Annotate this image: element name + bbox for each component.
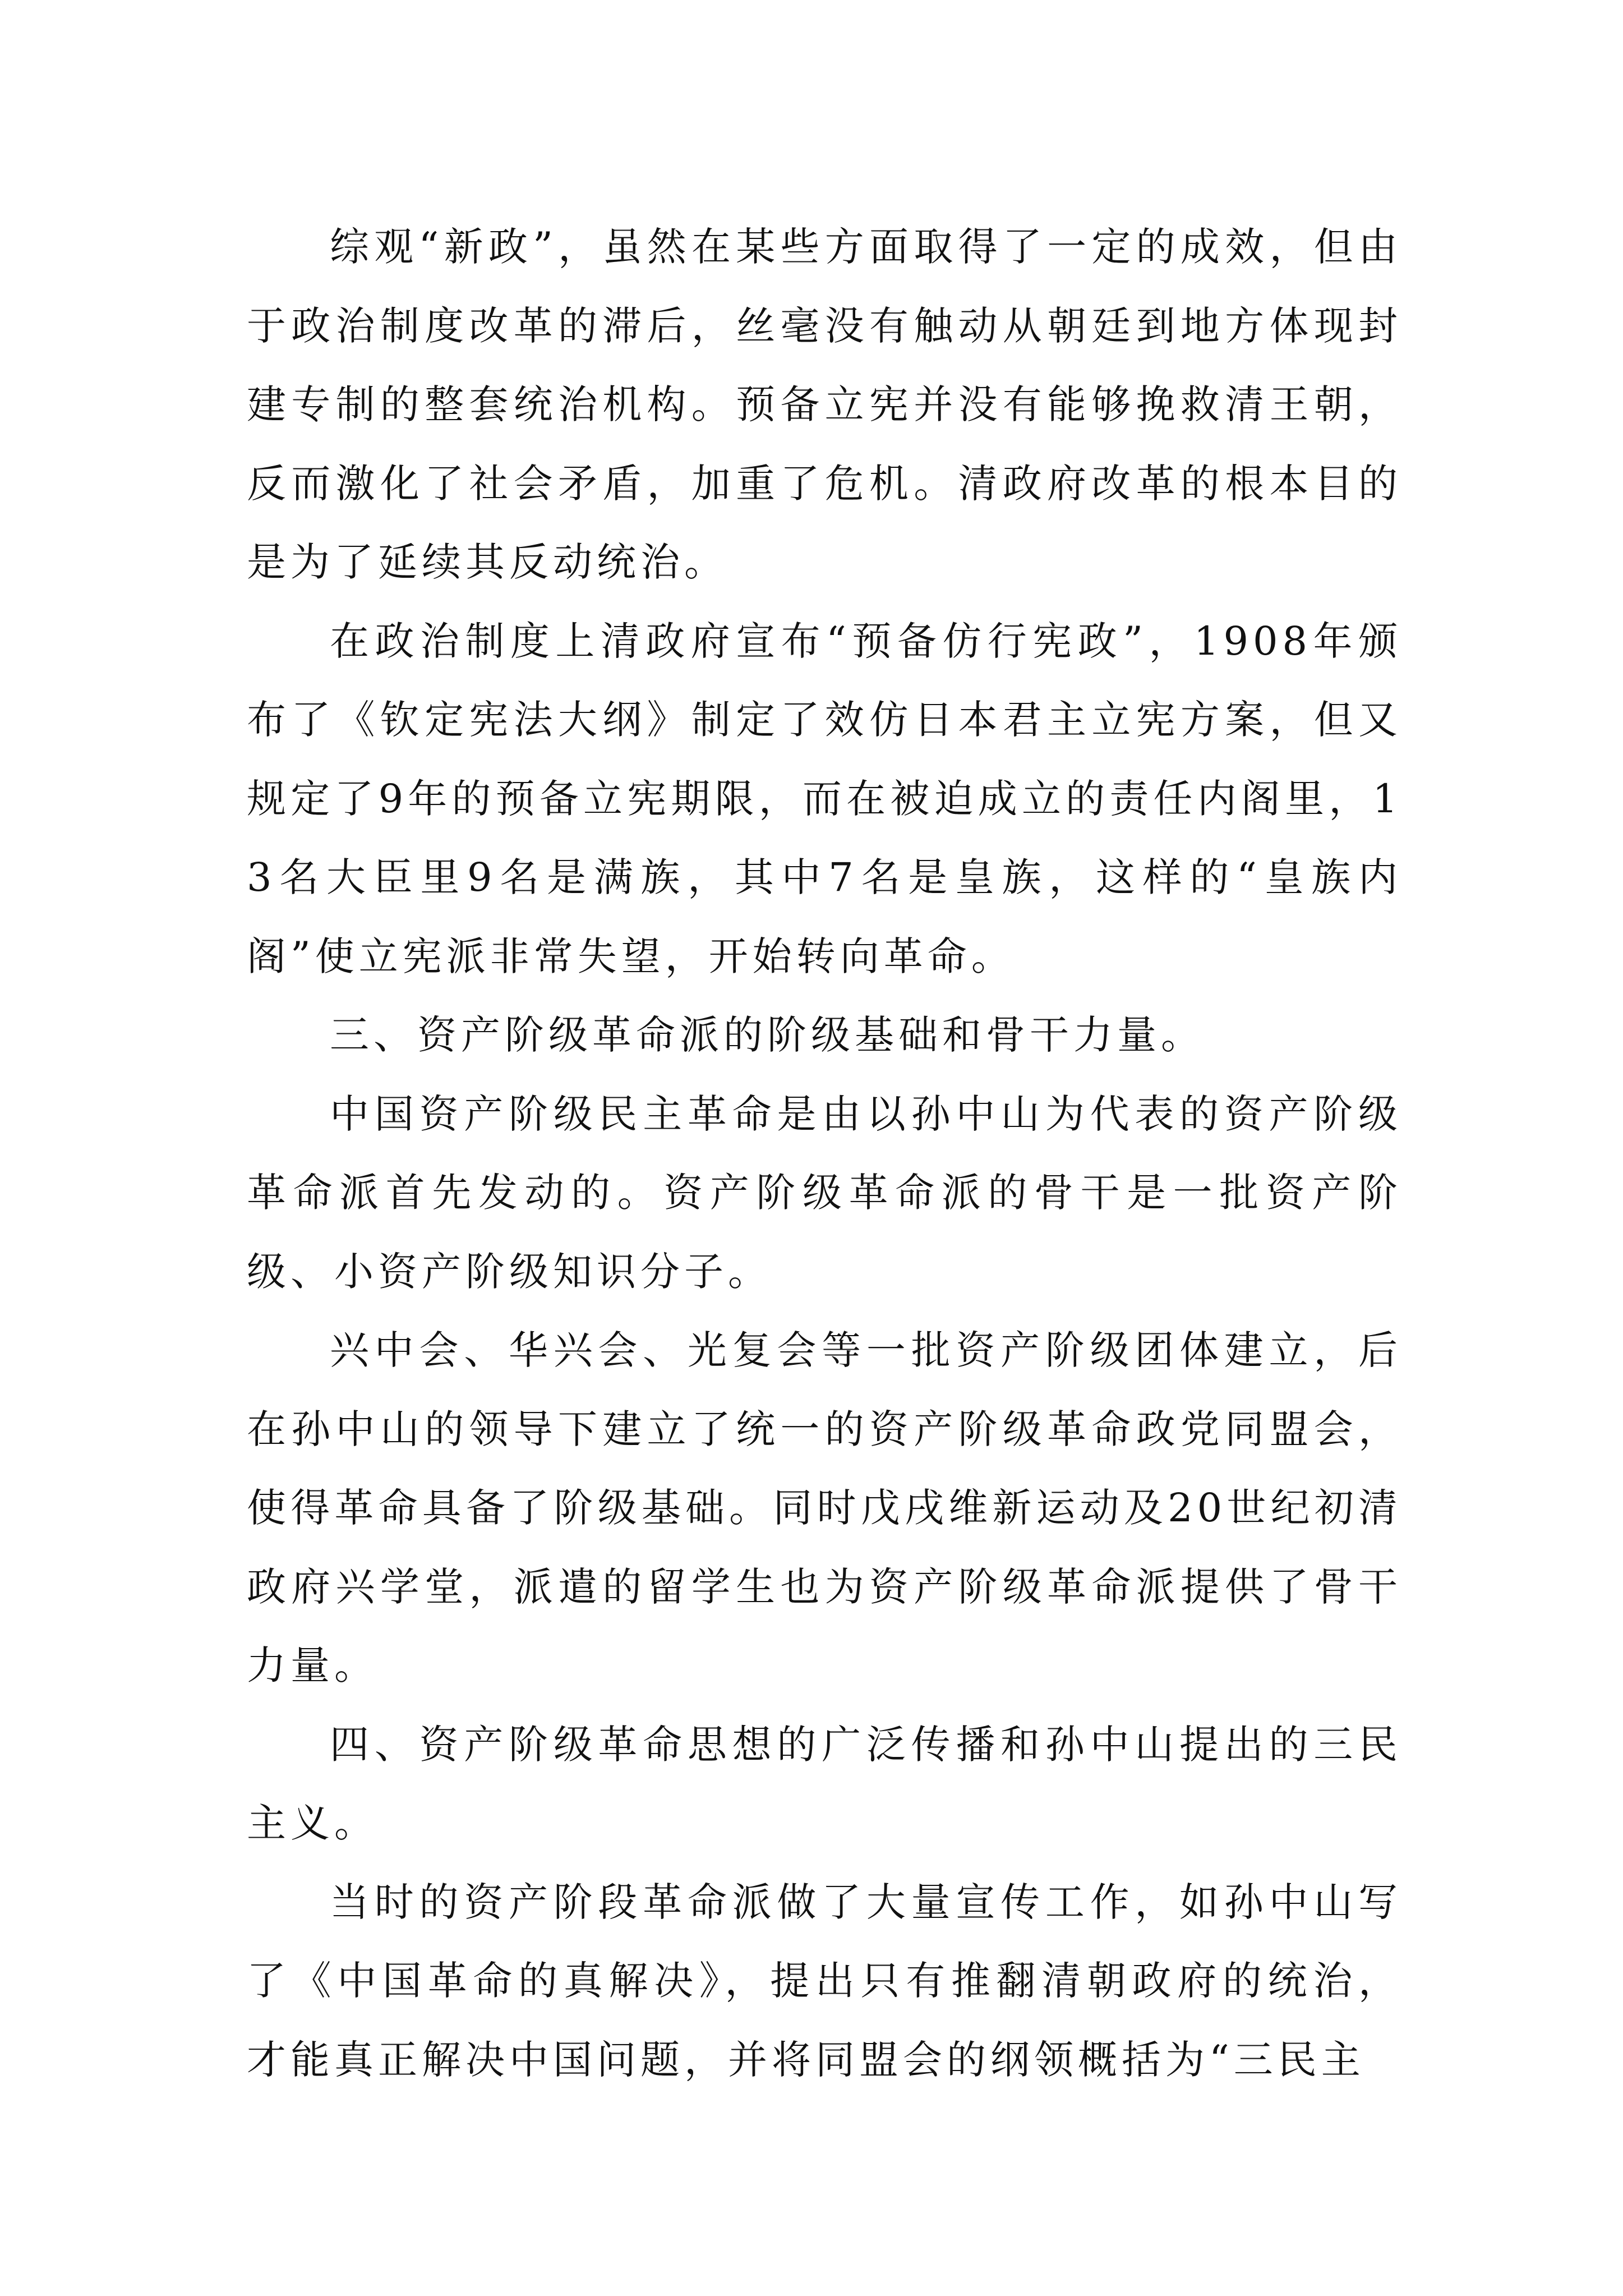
paragraph-new-policy-summary: 综观“新政”，虽然在某些方面取得了一定的成效，但由于政治制度改革的滞后，丝毫没有触动从朝廷到地方体现封建专制的整套统治机构。预备立宪并没有能够挽救清王朝，反而激化了社会矛盾，加重了危机。清政府改革的根本目的是为了延续其反动统治。 bbox=[247, 224, 1402, 585]
section-heading-4: 四、资产阶级革命思想的广泛传播和孙中山提出的三民主义。 bbox=[247, 1721, 1402, 1846]
paragraph-propaganda-work: 当时的资产阶段革命派做了大量宣传工作，如孙中山写了《中国革命的真解决》，提出只有推翻清朝政府的统治，才能真正解决中国问题，并将同盟会的纲领概括为“三民主 bbox=[247, 1879, 1402, 2083]
paragraph-revolutionary-faction: 中国资产阶级民主革命是由以孙中山为代表的资产阶级革命派首先发动的。资产阶级革命派的骨干是一批资产阶级、小资产阶级知识分子。 bbox=[247, 1091, 1402, 1295]
document-body bbox=[247, 208, 1402, 2099]
section-heading-3: 三、资产阶级革命派的阶级基础和骨干力量。 bbox=[330, 1012, 1205, 1058]
paragraph-revolutionary-groups: 兴中会、华兴会、光复会等一批资产阶级团体建立，后在孙中山的领导下建立了统一的资产阶级革命政党同盟会，使得革命具备了阶级基础。同时戊戌维新运动及20世纪初清政府兴学堂，派遣的留学生也为资产阶级革命派提供了骨干力量。 bbox=[247, 1327, 1402, 1688]
paragraph-constitutional-preparation: 在政治制度上清政府宣布“预备仿行宪政”，1908年颁布了《钦定宪法大纲》制定了效仿日本君主立宪方案，但又规定了9年的预备立宪期限，而在被迫成立的责任内阁里，13名大臣里9名是满族，其中7名是皇族，这样的“皇族内阁”使立宪派非常失望，开始转向革命。 bbox=[247, 618, 1402, 979]
